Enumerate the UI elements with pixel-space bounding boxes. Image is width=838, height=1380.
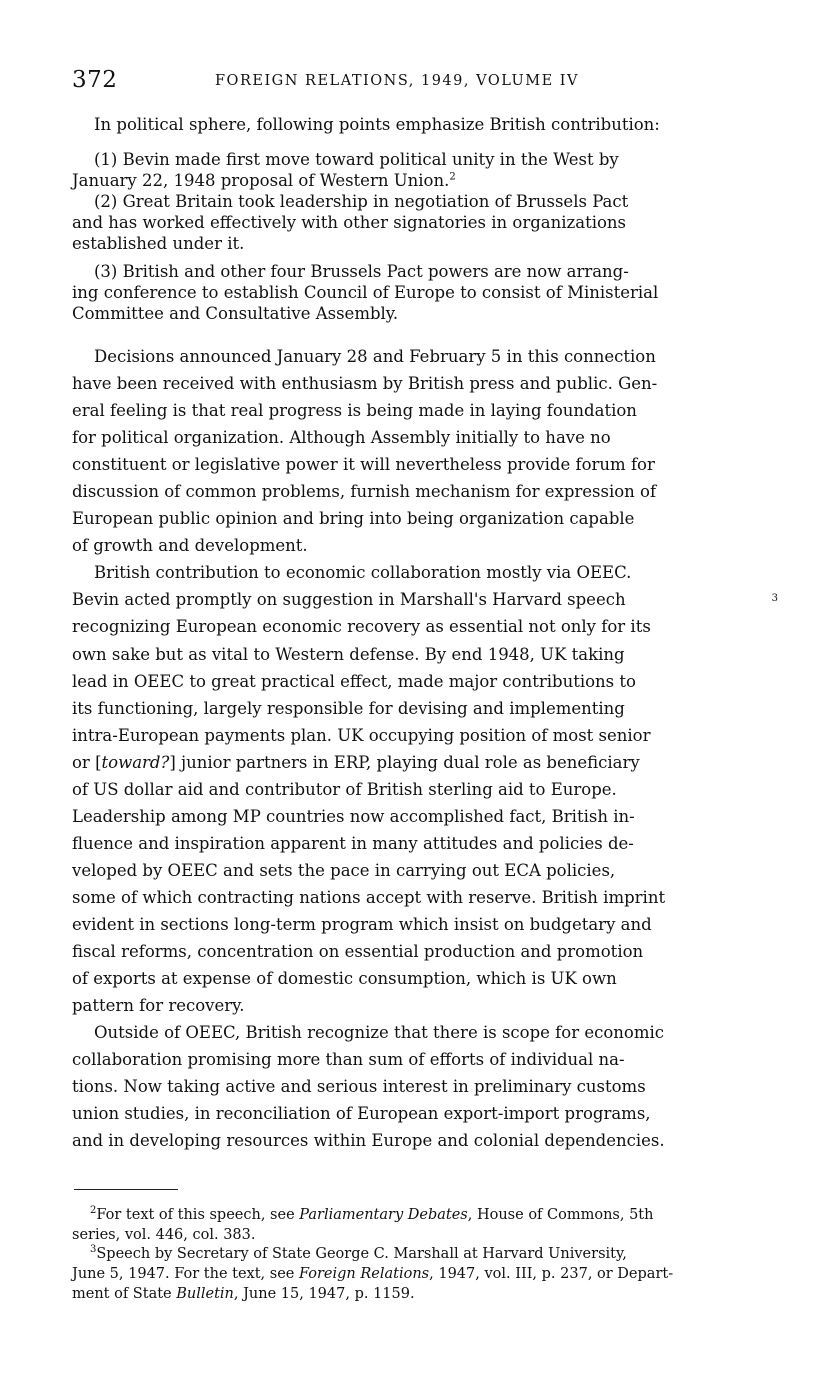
footnote-line: ment of State Bulletin, June 15, 1947, p. 1159. [72, 1286, 415, 1302]
text-line: Bevin acted promptly on suggestion in Marshall's Harvard speech 3 [72, 590, 778, 609]
text-line: for political organization. Although Assembly initially to have no [72, 428, 611, 447]
text-line: British contribution to economic collaboration mostly via OEEC. [94, 563, 632, 582]
footnote-line: $^2$For text of this speech, see Parliamentary Debates, House of Commons, 5th [90, 1205, 654, 1223]
footnote-ref-2: 2 [449, 171, 456, 183]
text-line: (3) British and other four Brussels Pact powers are now arrang- [94, 262, 629, 281]
text-line: and has worked effectively with other signatories in organizations [72, 213, 626, 232]
text-line: collaboration promising more than sum of efforts of individual na- [72, 1050, 625, 1069]
text-line: recognizing European economic recovery as essential not only for its [72, 617, 651, 636]
text-line: of exports at expense of domestic consumption, which is UK own [72, 969, 617, 988]
text-line: ing conference to establish Council of Europe to consist of Ministerial [72, 283, 659, 302]
text-line: In political sphere, following points emphasize British contribution: [94, 115, 660, 134]
text-line: veloped by OEEC and sets the pace in carrying out ECA policies, [72, 861, 616, 880]
text-line: Committee and Consultative Assembly. [72, 304, 399, 323]
text-line: discussion of common problems, furnish mechanism for expression of [72, 482, 657, 501]
text-line: (1) Bevin made first move toward political unity in the West by [94, 150, 619, 169]
text-line: constituent or legislative power it will nevertheless provide forum for [72, 455, 655, 474]
page-header [72, 64, 782, 96]
text-line: eral feeling is that real progress is being made in laying foundation [72, 401, 637, 420]
text-line: of growth and development. [72, 536, 308, 555]
text-line: union studies, in reconciliation of European export-import programs, [72, 1104, 651, 1123]
text-line: and in developing resources within Europe and colonial dependencies. [72, 1131, 665, 1150]
text-line: or [toward?] junior partners in ERP, playing dual role as beneficiary [72, 753, 640, 772]
footnote-line: $^3$Speech by Secretary of State George C. Marshall at Harvard University, [90, 1244, 627, 1262]
text-line: Outside of OEEC, British recognize that there is scope for economic [94, 1023, 664, 1042]
page-number: 372 [72, 67, 118, 93]
text-line: intra-European payments plan. UK occupying position of most senior [72, 726, 651, 745]
text-line: lead in OEEC to great practical effect, made major contributions to [72, 672, 636, 691]
footnote-marker-2: 2 [90, 1205, 97, 1217]
text-line: established under it. [72, 234, 245, 253]
text-line: tions. Now taking active and serious interest in preliminary customs [72, 1077, 646, 1096]
text-line: of US dollar aid and contributor of British sterling aid to Europe. [72, 780, 617, 799]
footnote-line: June 5, 1947. For the text, see Foreign Relations, 1947, vol. III, p. 237, or Depart- [72, 1266, 674, 1282]
footnote-line: series, vol. 446, col. 383. [72, 1227, 256, 1243]
text-line: evident in sections long-term program which insist on budgetary and [72, 915, 652, 934]
text-line: Leadership among MP countries now accomplished fact, British in- [72, 807, 635, 826]
footnote-marker-3: 3 [90, 1244, 97, 1256]
text-line: some of which contracting nations accept with reserve. British imprint [72, 888, 666, 907]
text-line: fiscal reforms, concentration on essential production and promotion [72, 942, 644, 961]
text-line: fluence and inspiration apparent in many attitudes and policies de- [72, 834, 634, 853]
text-line: own sake but as vital to Western defense. By end 1948, UK taking [72, 645, 625, 664]
text-line: pattern for recovery. [72, 996, 245, 1015]
text-line: Decisions announced January 28 and February 5 in this connection [94, 347, 656, 366]
text-line: January 22, 1948 proposal of Western Union.$^2$ [72, 171, 456, 190]
running-title: FOREIGN RELATIONS, 1949, VOLUME IV [215, 73, 579, 89]
text-line: European public opinion and bring into being organization capable [72, 509, 635, 528]
text-line: (2) Great Britain took leadership in negotiation of Brussels Pact [94, 192, 629, 211]
text-line: its functioning, largely responsible for devising and implementing [72, 699, 625, 718]
text-line: have been received with enthusiasm by British press and public. Gen- [72, 374, 658, 393]
footnote-divider [74, 1189, 178, 1190]
